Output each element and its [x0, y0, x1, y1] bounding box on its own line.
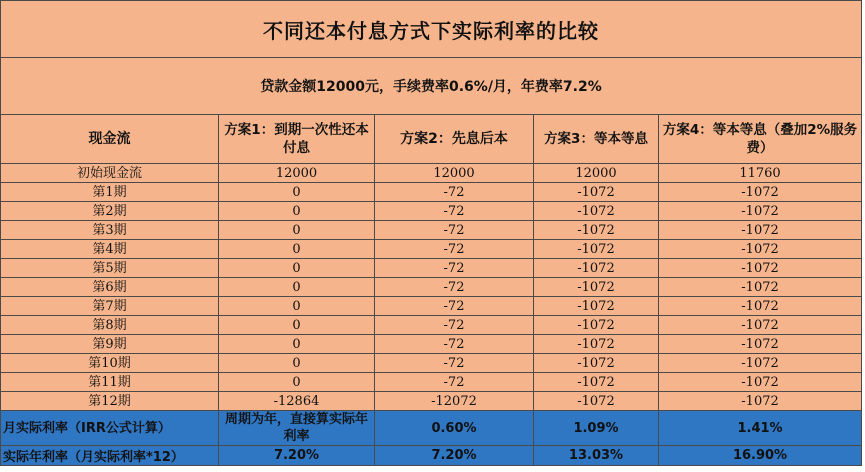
value-cell-plan3[interactable]: -1072 — [534, 202, 659, 221]
annual-rate-row-plan2[interactable]: 7.20% — [375, 446, 534, 466]
table-row — [1, 164, 862, 183]
value-cell-plan3[interactable]: -1072 — [534, 373, 659, 392]
value-cell-plan4[interactable]: -1072 — [659, 373, 862, 392]
value-cell-plan2[interactable]: -72 — [375, 297, 534, 316]
value-cell-plan3[interactable]: -1072 — [534, 392, 659, 411]
value-cell-plan3[interactable]: -1072 — [534, 221, 659, 240]
annual-rate-row-plan4[interactable]: 16.90% — [659, 446, 862, 466]
value-cell-plan1[interactable]: 0 — [219, 278, 375, 297]
monthly-rate-row-plan4[interactable]: 1.41% — [659, 411, 862, 446]
value-cell-plan4[interactable]: -1072 — [659, 278, 862, 297]
table-row — [1, 297, 862, 316]
value-cell-plan2[interactable]: -72 — [375, 354, 534, 373]
annual-rate-row-label[interactable]: 实际年利率（月实际利率*12） — [1, 446, 219, 466]
table-row — [1, 392, 862, 411]
monthly-rate-row-plan3[interactable]: 1.09% — [534, 411, 659, 446]
value-cell-plan4[interactable]: -1072 — [659, 392, 862, 411]
value-cell-plan4[interactable]: -1072 — [659, 259, 862, 278]
table-title[interactable]: 不同还本付息方式下实际利率的比较 — [1, 1, 862, 58]
monthly-rate-row — [1, 411, 862, 446]
value-cell-plan1[interactable]: 0 — [219, 297, 375, 316]
monthly-rate-row-plan2[interactable]: 0.60% — [375, 411, 534, 446]
value-cell-plan2[interactable]: 12000 — [375, 164, 534, 183]
value-cell-plan4[interactable]: -1072 — [659, 316, 862, 335]
value-cell-plan4[interactable]: -1072 — [659, 297, 862, 316]
table-subtitle[interactable]: 贷款金额12000元，手续费率0.6%/月，年费率7.2% — [1, 58, 862, 115]
row-label-cell[interactable]: 第12期 — [1, 392, 219, 411]
row-label-cell[interactable]: 第11期 — [1, 373, 219, 392]
row-label-cell[interactable]: 第9期 — [1, 335, 219, 354]
table-row — [1, 373, 862, 392]
value-cell-plan3[interactable]: -1072 — [534, 259, 659, 278]
value-cell-plan1[interactable]: 0 — [219, 221, 375, 240]
value-cell-plan3[interactable]: -1072 — [534, 297, 659, 316]
column-header-plan2[interactable]: 方案2：先息后本 — [375, 115, 534, 164]
row-label-cell[interactable]: 第3期 — [1, 221, 219, 240]
table-row — [1, 354, 862, 373]
row-label-cell[interactable]: 第8期 — [1, 316, 219, 335]
value-cell-plan1[interactable]: 0 — [219, 354, 375, 373]
row-label-cell[interactable]: 第1期 — [1, 183, 219, 202]
table-row — [1, 335, 862, 354]
value-cell-plan1[interactable]: 12000 — [219, 164, 375, 183]
value-cell-plan4[interactable]: -1072 — [659, 240, 862, 259]
value-cell-plan2[interactable]: -12072 — [375, 392, 534, 411]
value-cell-plan3[interactable]: -1072 — [534, 354, 659, 373]
table-row — [1, 316, 862, 335]
value-cell-plan2[interactable]: -72 — [375, 240, 534, 259]
value-cell-plan3[interactable]: -1072 — [534, 278, 659, 297]
table-row — [1, 278, 862, 297]
table-row — [1, 202, 862, 221]
value-cell-plan1[interactable]: 0 — [219, 202, 375, 221]
column-header-plan3[interactable]: 方案3：等本等息 — [534, 115, 659, 164]
value-cell-plan1[interactable]: -12864 — [219, 392, 375, 411]
table-row — [1, 221, 862, 240]
table-row — [1, 259, 862, 278]
value-cell-plan4[interactable]: 11760 — [659, 164, 862, 183]
value-cell-plan3[interactable]: -1072 — [534, 240, 659, 259]
value-cell-plan2[interactable]: -72 — [375, 278, 534, 297]
table-row — [1, 240, 862, 259]
value-cell-plan1[interactable]: 0 — [219, 373, 375, 392]
value-cell-plan2[interactable]: -72 — [375, 316, 534, 335]
value-cell-plan3[interactable]: -1072 — [534, 335, 659, 354]
value-cell-plan4[interactable]: -1072 — [659, 202, 862, 221]
annual-rate-row — [1, 446, 862, 466]
value-cell-plan3[interactable]: 12000 — [534, 164, 659, 183]
row-label-cell[interactable]: 第5期 — [1, 259, 219, 278]
column-header-plan4[interactable]: 方案4：等本等息（叠加2%服务费） — [659, 115, 862, 164]
value-cell-plan2[interactable]: -72 — [375, 335, 534, 354]
value-cell-plan2[interactable]: -72 — [375, 373, 534, 392]
value-cell-plan2[interactable]: -72 — [375, 202, 534, 221]
row-label-cell[interactable]: 第10期 — [1, 354, 219, 373]
row-label-cell[interactable]: 初始现金流 — [1, 164, 219, 183]
table-row — [1, 183, 862, 202]
value-cell-plan2[interactable]: -72 — [375, 183, 534, 202]
value-cell-plan1[interactable]: 0 — [219, 335, 375, 354]
row-label-cell[interactable]: 第4期 — [1, 240, 219, 259]
row-label-cell[interactable]: 第7期 — [1, 297, 219, 316]
annual-rate-row-plan1[interactable]: 7.20% — [219, 446, 375, 466]
value-cell-plan4[interactable]: -1072 — [659, 183, 862, 202]
value-cell-plan1[interactable]: 0 — [219, 316, 375, 335]
row-label-cell[interactable]: 第2期 — [1, 202, 219, 221]
column-header-plan1[interactable]: 方案1：到期一次性还本付息 — [219, 115, 375, 164]
monthly-rate-row-plan1[interactable]: 周期为年，直接算实际年利率 — [219, 411, 375, 446]
value-cell-plan4[interactable]: -1072 — [659, 335, 862, 354]
value-cell-plan1[interactable]: 0 — [219, 183, 375, 202]
value-cell-plan3[interactable]: -1072 — [534, 316, 659, 335]
value-cell-plan3[interactable]: -1072 — [534, 183, 659, 202]
value-cell-plan2[interactable]: -72 — [375, 221, 534, 240]
monthly-rate-row-label[interactable]: 月实际利率（IRR公式计算） — [1, 411, 219, 446]
annual-rate-row-plan3[interactable]: 13.03% — [534, 446, 659, 466]
value-cell-plan4[interactable]: -1072 — [659, 354, 862, 373]
row-label-cell[interactable]: 第6期 — [1, 278, 219, 297]
value-cell-plan1[interactable]: 0 — [219, 240, 375, 259]
value-cell-plan4[interactable]: -1072 — [659, 221, 862, 240]
header-row — [1, 115, 862, 164]
value-cell-plan2[interactable]: -72 — [375, 259, 534, 278]
column-header-cashflow[interactable]: 现金流 — [1, 115, 219, 164]
value-cell-plan1[interactable]: 0 — [219, 259, 375, 278]
